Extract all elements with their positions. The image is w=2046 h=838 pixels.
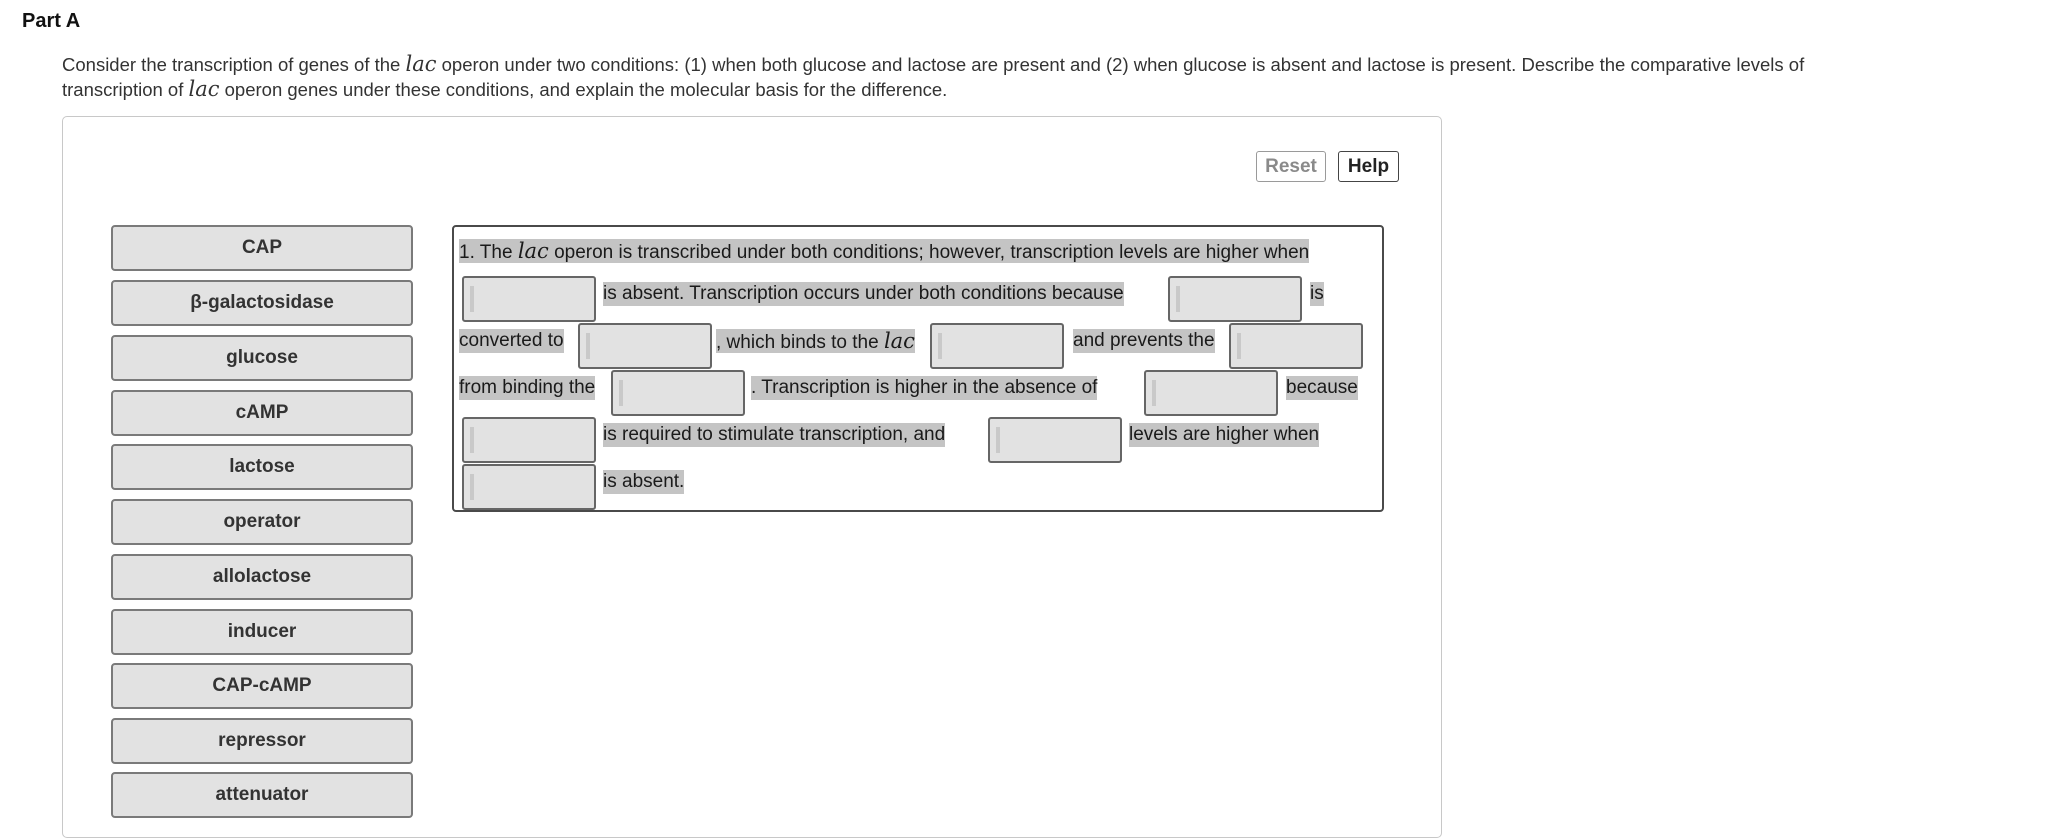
sentence-fragment: because xyxy=(1286,377,1358,398)
bank-item-inducer[interactable]: inducer xyxy=(111,609,413,655)
blank-8[interactable] xyxy=(462,417,596,463)
bank-item-camp[interactable]: cAMP xyxy=(111,390,413,436)
bank-item-operator[interactable]: operator xyxy=(111,499,413,545)
blank-2[interactable] xyxy=(1168,276,1302,322)
question-line2-end: operon genes under these conditions, and explain the molecular basis for the difference. xyxy=(219,79,948,100)
bank-item-cap[interactable]: CAP xyxy=(111,225,413,271)
bank-item-glucose[interactable]: glucose xyxy=(111,335,413,381)
sentence-fragment: from binding the xyxy=(459,377,596,398)
sentence-fragment: converted to xyxy=(459,330,564,351)
question-line1-end: operon under two conditions: (1) when both glucose and lactose are present and (2) when glucose is absent and lactose is present. Describe the comparative levels of xyxy=(436,54,1805,75)
sentence-fragment: , which binds to the lac xyxy=(716,329,915,353)
bank-item-attenuator[interactable]: attenuator xyxy=(111,772,413,818)
sentence-fragment: is absent. Transcription occurs under both conditions because xyxy=(603,283,1124,304)
sentence-fragment: levels are higher when xyxy=(1129,424,1320,445)
lac-term: lac xyxy=(883,329,915,353)
question-line1-start: Consider the transcription of genes of the xyxy=(62,54,406,75)
bank-item-beta-galactosidase[interactable]: β-galactosidase xyxy=(111,280,413,326)
part-title: Part A xyxy=(22,10,81,32)
blank-5[interactable] xyxy=(1229,323,1363,369)
lac-term: lac xyxy=(517,239,549,263)
blank-6[interactable] xyxy=(611,370,745,416)
blank-1[interactable] xyxy=(462,276,596,322)
sentence-fragment: is absent. xyxy=(603,471,685,492)
help-button[interactable]: Help xyxy=(1338,151,1399,182)
bank-item-repressor[interactable]: repressor xyxy=(111,718,413,764)
sentence-fragment: is xyxy=(1310,283,1324,304)
blank-7[interactable] xyxy=(1144,370,1278,416)
sentence-dropzone xyxy=(452,225,1384,512)
sentence-fragment: is required to stimulate transcription, and xyxy=(603,424,946,445)
bank-item-cap-camp[interactable]: CAP-cAMP xyxy=(111,663,413,709)
bank-item-lactose[interactable]: lactose xyxy=(111,444,413,490)
question-text xyxy=(62,52,1992,102)
question-line2-start: transcription of xyxy=(62,79,189,100)
sentence-fragment: and prevents the xyxy=(1073,330,1215,351)
blank-4[interactable] xyxy=(930,323,1064,369)
sentence-fragment: 1. The lac operon is transcribed under both conditions; however, transcription levels are higher when xyxy=(459,239,1310,263)
bank-item-allolactose[interactable]: allolactose xyxy=(111,554,413,600)
lac-term: lac xyxy=(405,52,437,76)
sentence-fragment: . Transcription is higher in the absence of xyxy=(751,377,1098,398)
blank-9[interactable] xyxy=(988,417,1122,463)
blank-10[interactable] xyxy=(462,464,596,510)
reset-button[interactable]: Reset xyxy=(1256,151,1326,182)
blank-3[interactable] xyxy=(578,323,712,369)
lac-term: lac xyxy=(188,77,220,101)
